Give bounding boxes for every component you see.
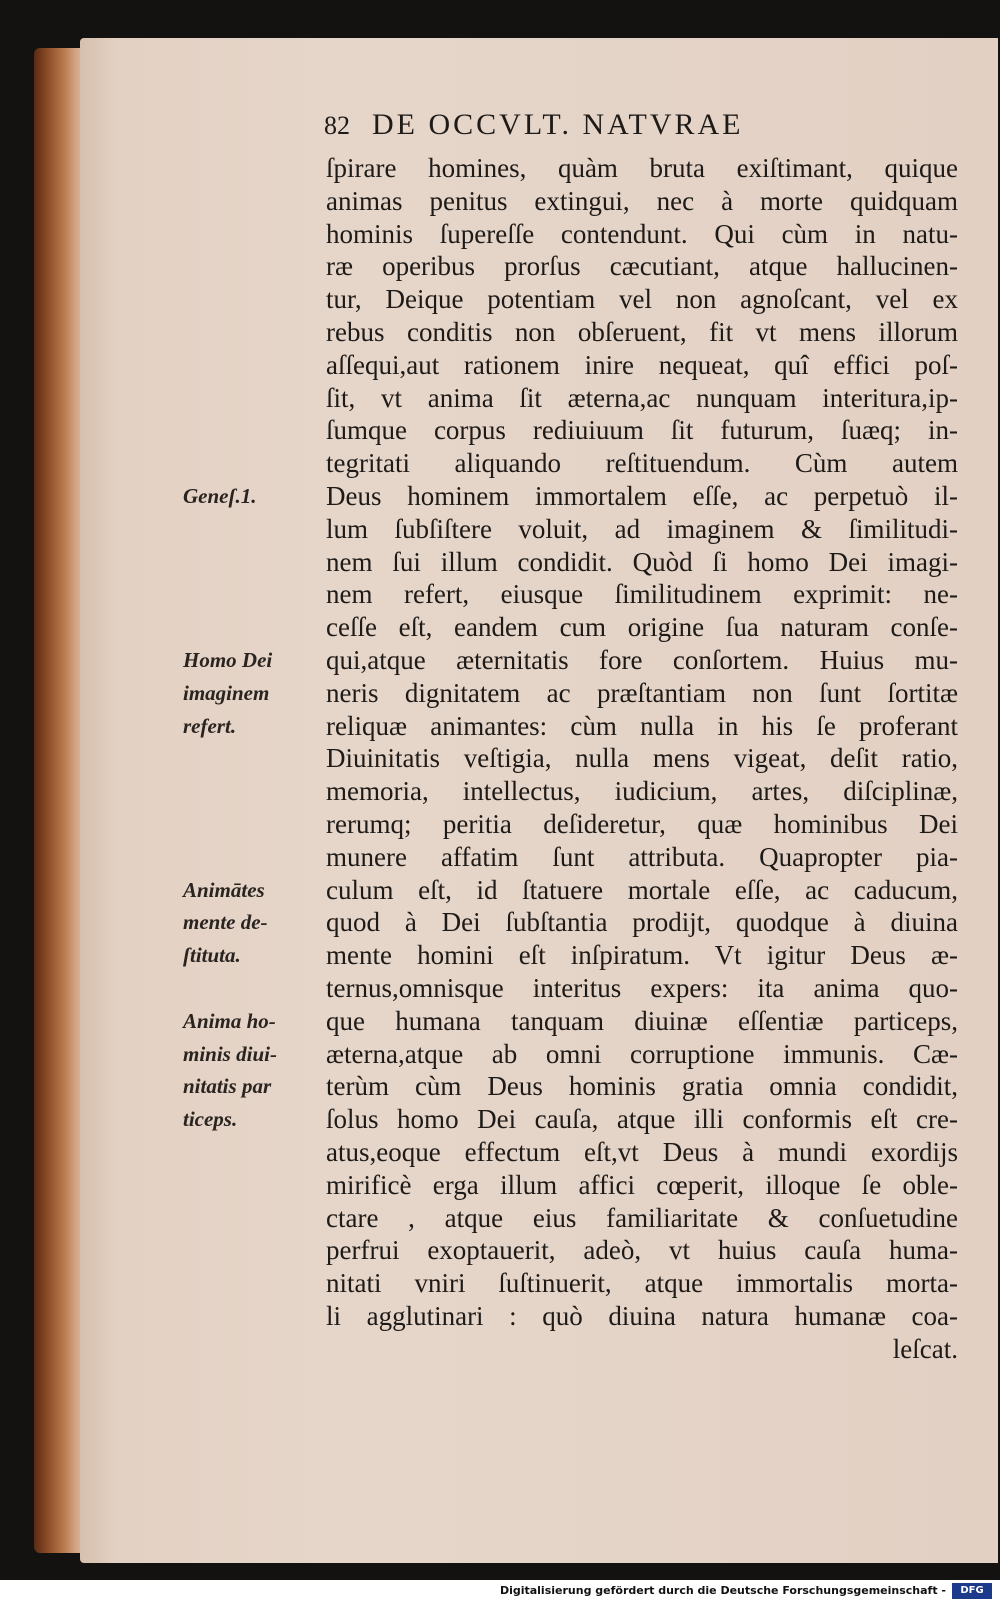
text-line: leſcat.: [892, 1333, 958, 1364]
text-line: Deus hominem immortalem eſſe, ac perpetuò il-: [326, 480, 958, 511]
marginal-note: imaginem: [183, 680, 270, 705]
marginal-note: ſtituta.: [183, 943, 241, 968]
marginal-note: Geneſ.1.: [183, 484, 257, 508]
main-text-block: [326, 152, 958, 1365]
text-line: nitati vniri ſuſtinuerit, atque immortalis morta-: [326, 1268, 958, 1299]
marginal-note: nitatis par: [183, 1074, 272, 1099]
text-line: que humana tanquam diuinæ eſſentiæ particeps,: [326, 1005, 958, 1036]
text-line: lum ſubſiſtere voluit, ad imaginem & ſimilitudi-: [326, 513, 958, 544]
text-line: atus,eoque effectum eſt,vt Deus à mundi exordijs: [326, 1136, 958, 1167]
marginal-note: refert.: [183, 713, 237, 738]
text-line: animas penitus extingui, nec à morte quidquam: [326, 185, 958, 216]
text-line: tegritati aliquando reſtituendum. Cùm autem: [326, 448, 958, 479]
text-line: Diuinitatis veſtigia, nulla mens vigeat, deſit ratio,: [326, 743, 958, 774]
page-number: 82: [324, 111, 350, 140]
text-line: ſpirare homines, quàm bruta exiſtimant, quique: [326, 153, 958, 183]
text-line: qui,atque æternitatis fore conſortem. Huius mu-: [326, 644, 958, 675]
text-line: quod à Dei ſubſtantia prodijt, quodque à diuina: [326, 907, 958, 938]
text-line: li agglutinari : quò diuina natura humanæ coa-: [326, 1300, 958, 1331]
text-line: terùm cùm Deus hominis gratia omnia condidit,: [326, 1071, 958, 1102]
text-line: memoria, intellectus, iudicium, artes, diſciplinæ,: [326, 776, 958, 807]
text-line: ſolus homo Dei cauſa, atque illi conformis eſt cre-: [326, 1104, 958, 1135]
text-line: ctare , atque eius familiaritate & conſuetudine: [326, 1202, 958, 1233]
text-line: aſſequi,aut rationem inire nequeat, quî effici poſ-: [326, 349, 958, 380]
text-line: tur, Deique potentiam vel non agnoſcant, vel ex: [326, 284, 958, 315]
text-line: hominis ſupereſſe contendunt. Qui cùm in natu-: [326, 218, 958, 249]
text-line: munere affatim ſunt attributa. Quapropter pia-: [326, 841, 958, 872]
marginal-note: Animātes: [183, 877, 265, 902]
marginal-note: minis diui-: [183, 1041, 277, 1066]
marginal-note: mente de-: [183, 910, 268, 935]
text-line: mirificè erga illum affici cœperit, illoque ſe oble-: [326, 1169, 958, 1200]
running-header: [324, 108, 744, 142]
text-line: ſumque corpus rediuiuum ſit futurum, ſuæq; in-: [326, 415, 958, 446]
book-page-edge: [34, 48, 86, 1553]
text-line: ceſſe eſt, eandem cum origine ſua naturam conſe-: [326, 612, 958, 643]
text-line: perfrui exoptauerit, adeò, vt huius cauſa huma-: [326, 1235, 958, 1266]
dfg-logo-icon: DFG: [952, 1583, 992, 1599]
running-title: DE OCCVLT. NATVRAE: [372, 108, 744, 141]
marginal-note: Homo Dei: [183, 648, 273, 672]
funding-credit: Digitalisierung gefördert durch die Deutsche Forschungsgemeinschaft -: [499, 1584, 946, 1597]
text-line: culum eſt, id ſtatuere mortale eſſe, ac caducum,: [326, 874, 958, 905]
text-line: ræ operibus prorſus cæcutiant, atque hallucinen-: [326, 251, 958, 282]
text-line: ternus,omnisque interitus expers: ita anima quo-: [326, 972, 958, 1003]
text-line: nem ſui illum condidit. Quòd ſi homo Dei imagi-: [326, 546, 958, 577]
text-line: mente homini eſt inſpiratum. Vt igitur Deus æ-: [326, 940, 958, 971]
text-line: æterna,atque ab omni corruptione immunis. Cæ-: [326, 1038, 958, 1069]
text-line: neris dignitatem ac præſtantiam non ſunt ſortitæ: [326, 677, 958, 708]
marginal-note: Anima ho-: [183, 1008, 276, 1033]
text-line: ſit, vt anima ſit æterna,ac nunquam interitura,ip-: [326, 382, 958, 413]
text-line: rerumq; peritia deſideretur, quæ hominibus Dei: [326, 808, 958, 839]
text-line: rebus conditis non obſeruent, fit vt mens illorum: [326, 316, 958, 347]
text-line: reliquæ animantes: cùm nulla in his ſe proferant: [326, 710, 958, 741]
marginal-note: ticeps.: [183, 1107, 238, 1132]
text-line: nem refert, eiusque ſimilitudinem exprimit: ne-: [326, 579, 958, 610]
